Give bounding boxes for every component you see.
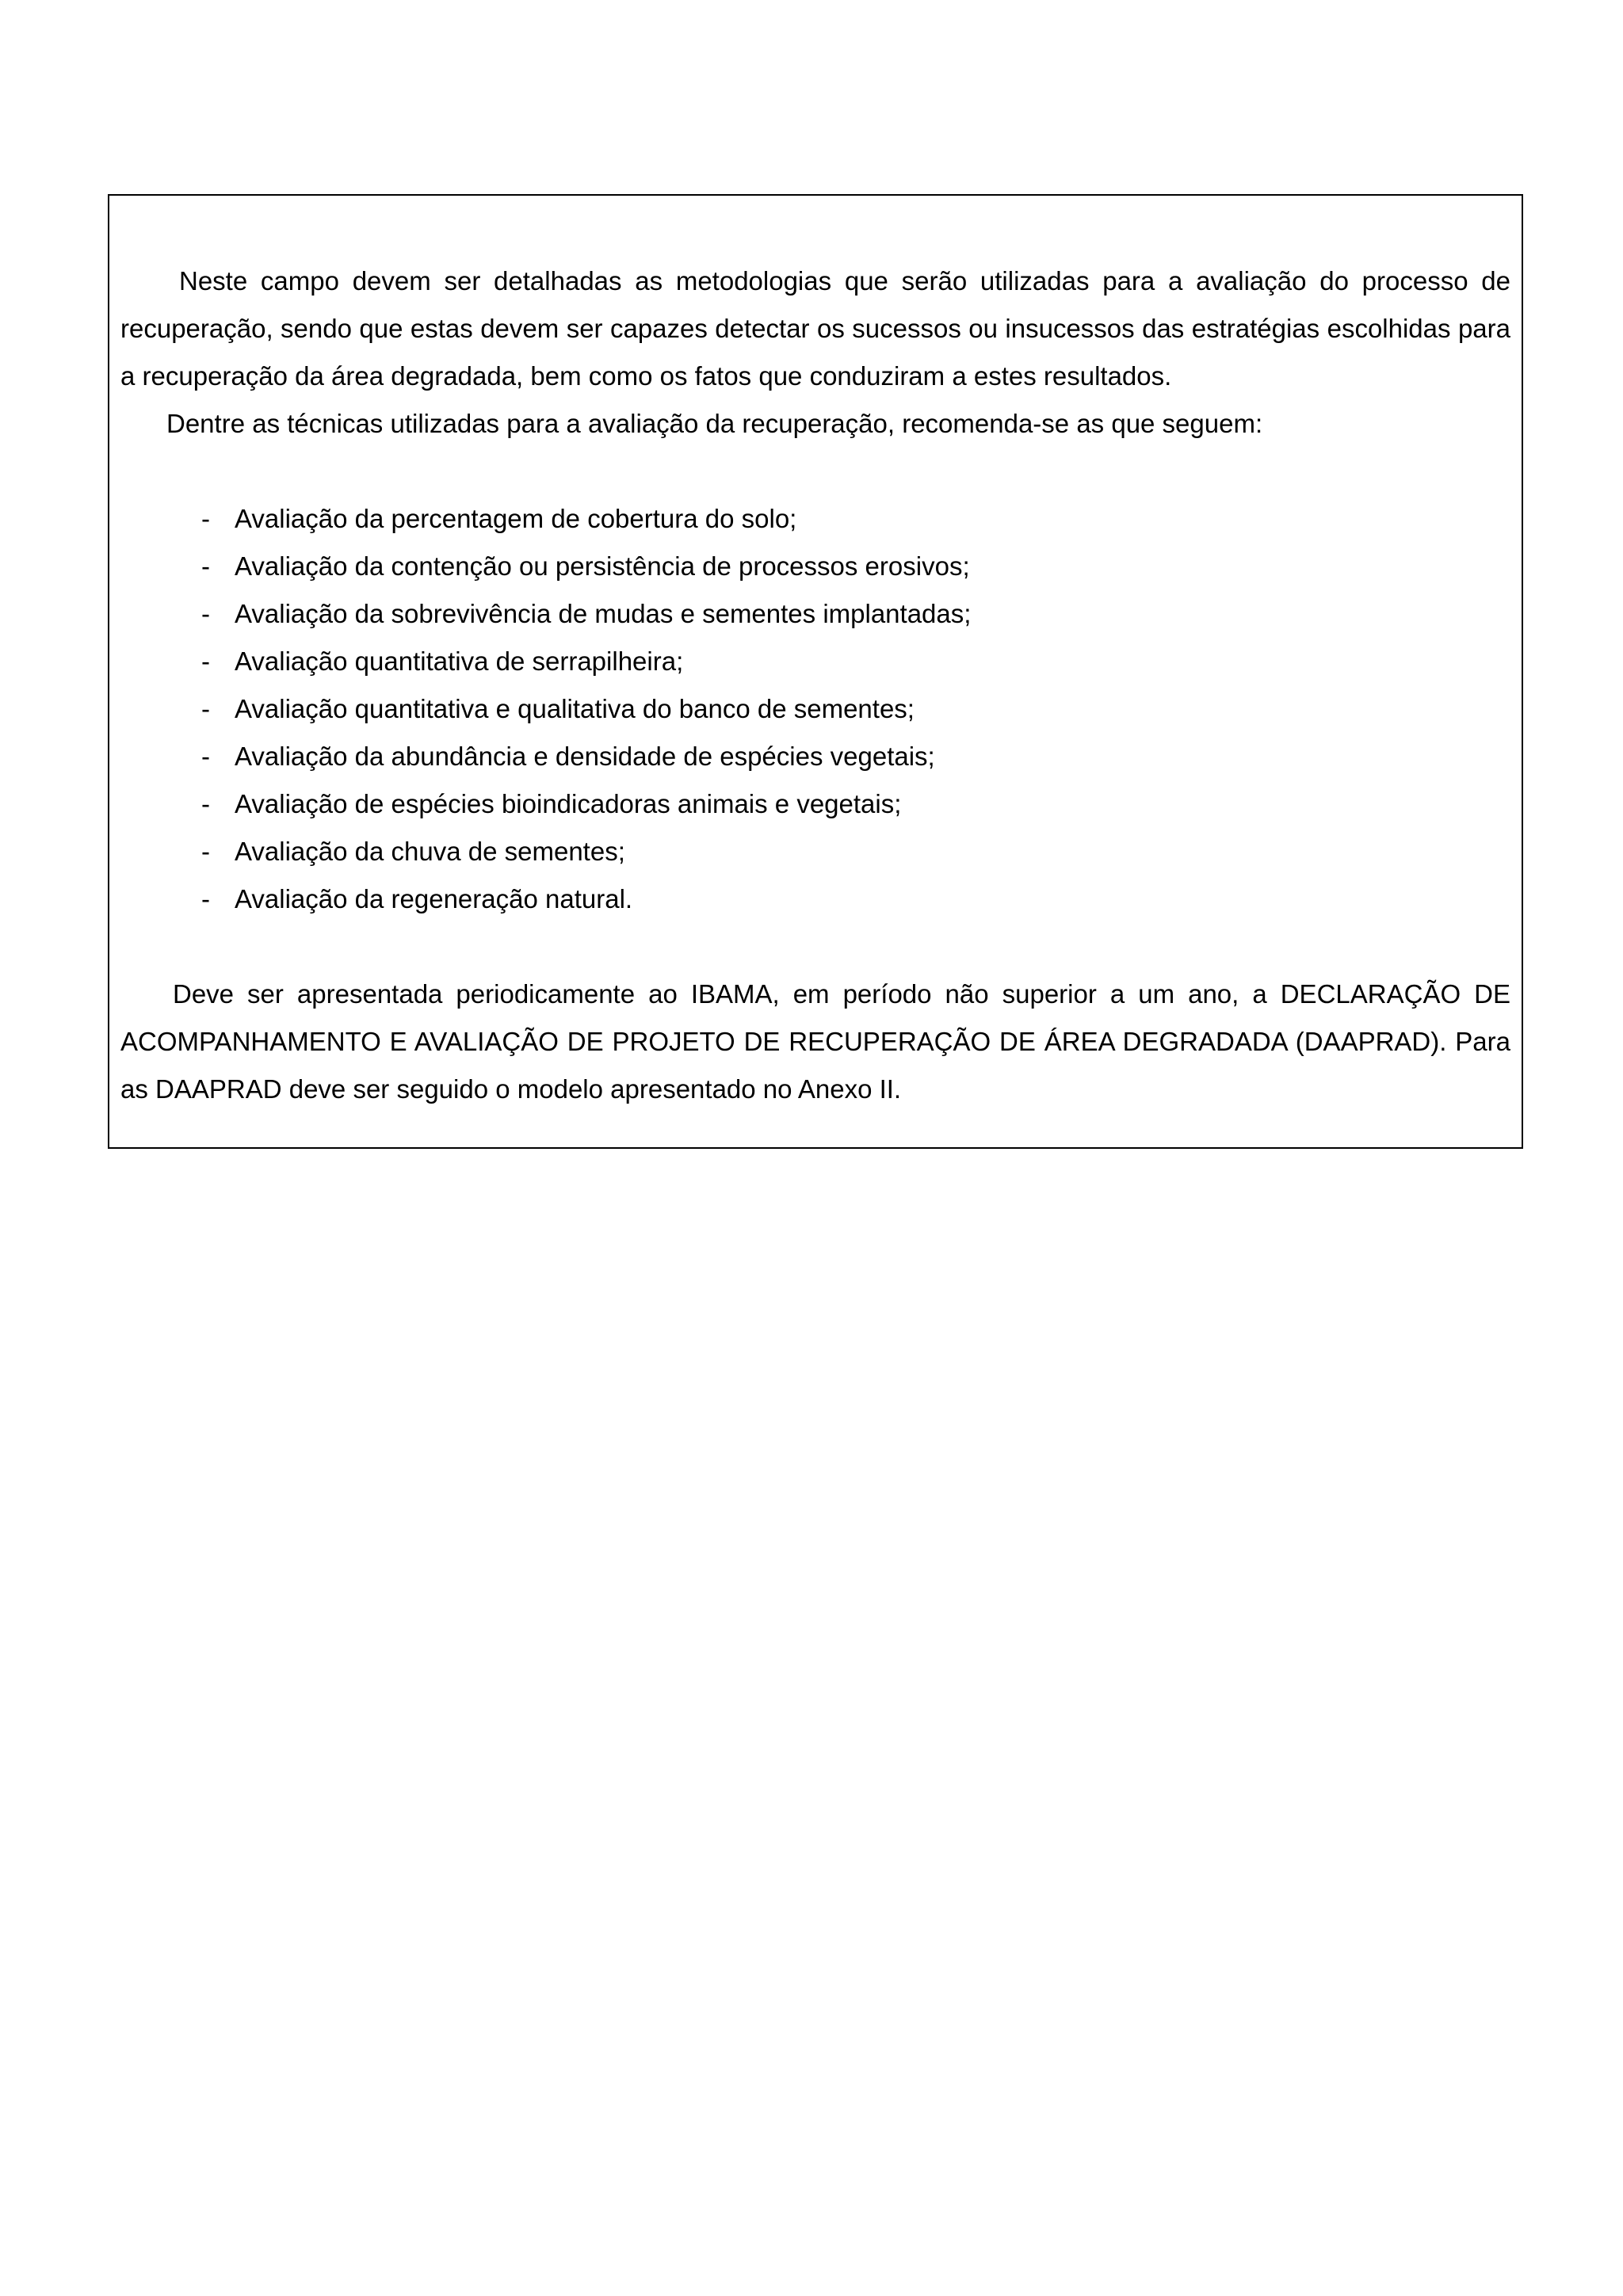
list-item [120, 733, 1510, 780]
techniques-list [120, 495, 1510, 923]
list-item-text: Avaliação da percentagem de cobertura do solo; [235, 504, 797, 533]
bullet-dash: - [201, 551, 210, 581]
list-item [120, 875, 1510, 923]
list-item-text: Avaliação de espécies bioindicadoras animais e vegetais; [235, 789, 902, 818]
closing-paragraph: Deve ser apresentada periodicamente ao IBAMA, em período não superior a um ano, a DECLARAÇÃO DE ACOMPANHAMENTO E AVALIAÇÃO DE PROJETO DE RECUPERAÇÃO DE ÁREA DEGRADADA (DAAPRAD). Para as DAAPRAD deve ser seguido o modelo apresentado no Anexo II. [120, 979, 1510, 1104]
list-item-text: Avaliação da regeneração natural. [235, 884, 633, 913]
text-box-frame [108, 194, 1523, 1149]
list-item [120, 638, 1510, 685]
list-item [120, 780, 1510, 828]
bullet-dash: - [201, 694, 210, 723]
intro-paragraph: Neste campo devem ser detalhadas as metodologias que serão utilizadas para a avaliação do processo de recuperação, sendo que estas devem ser capazes detectar os sucessos ou insucessos das estratégias escolhidas para a recuperação da área degradada, bem como os fatos que conduziram a estes resultados. [120, 266, 1510, 391]
list-item-text: Avaliação quantitativa de serrapilheira; [235, 646, 684, 676]
list-item [120, 685, 1510, 733]
list-item-text: Avaliação da abundância e densidade de espécies vegetais; [235, 742, 935, 771]
bullet-dash: - [201, 837, 210, 866]
list-item [120, 543, 1510, 590]
bullet-dash: - [201, 504, 210, 533]
bullet-dash: - [201, 599, 210, 628]
list-item-text: Avaliação da chuva de sementes; [235, 837, 625, 866]
bullet-dash: - [201, 884, 210, 913]
bullet-dash: - [201, 789, 210, 818]
techniques-intro: Dentre as técnicas utilizadas para a avaliação da recuperação, recomenda-se as que seguem: [166, 409, 1263, 438]
list-item [120, 828, 1510, 875]
list-item [120, 590, 1510, 638]
list-item-text: Avaliação da sobrevivência de mudas e sementes implantadas; [235, 599, 972, 628]
list-item-text: Avaliação quantitativa e qualitativa do banco de sementes; [235, 694, 915, 723]
bullet-dash: - [201, 742, 210, 771]
bullet-dash: - [201, 646, 210, 676]
list-item-text: Avaliação da contenção ou persistência de processos erosivos; [235, 551, 970, 581]
list-item [120, 495, 1510, 543]
text-box-content [120, 257, 1510, 1113]
